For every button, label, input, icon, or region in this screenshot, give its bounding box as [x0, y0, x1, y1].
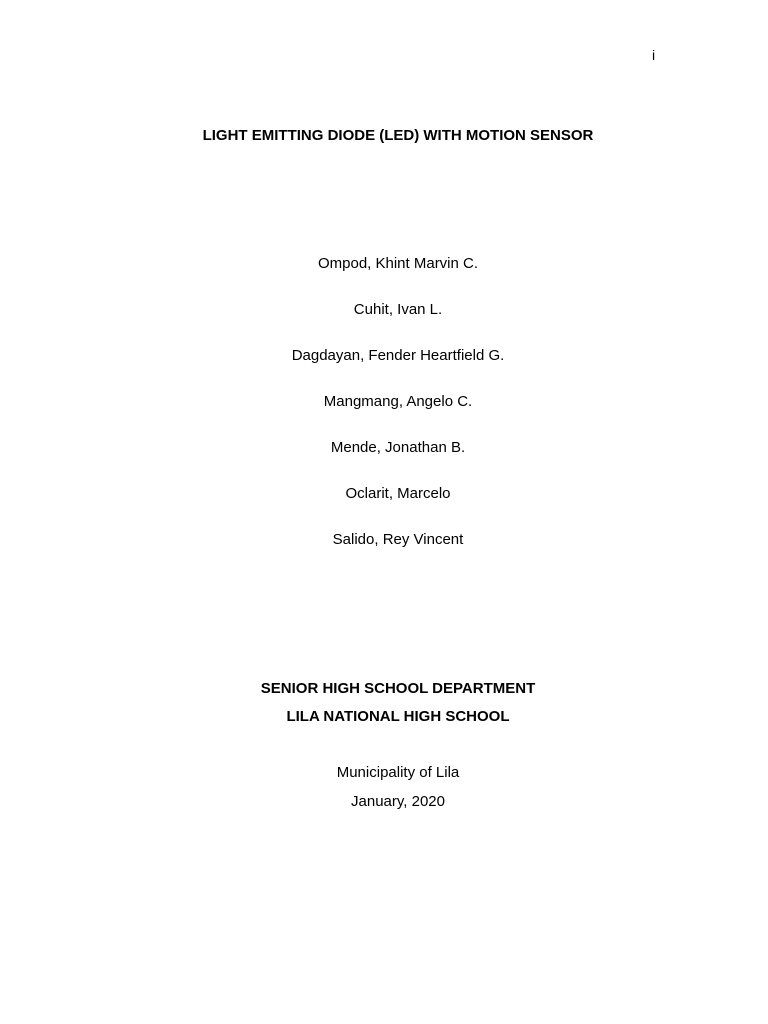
author-name: Oclarit, Marcelo [345, 485, 451, 502]
author-name: Ompod, Khint Marvin C. [317, 255, 479, 272]
author-name: Mende, Jonathan B. [330, 439, 466, 456]
municipality-name: Municipality of Lila [336, 764, 460, 781]
author-name: Cuhit, Ivan L. [353, 301, 443, 318]
school-name: LILA NATIONAL HIGH SCHOOL [286, 708, 510, 725]
author-name: Dagdayan, Fender Heartfield G. [291, 347, 505, 364]
department-name: SENIOR HIGH SCHOOL DEPARTMENT [260, 680, 536, 697]
page-number: i [652, 47, 656, 63]
document-date: January, 2020 [351, 793, 445, 810]
author-name: Mangmang, Angelo C. [323, 393, 473, 410]
paper-title: LIGHT EMITTING DIODE (LED) WITH MOTION SENSOR [202, 127, 594, 144]
author-name: Salido, Rey Vincent [332, 531, 464, 548]
